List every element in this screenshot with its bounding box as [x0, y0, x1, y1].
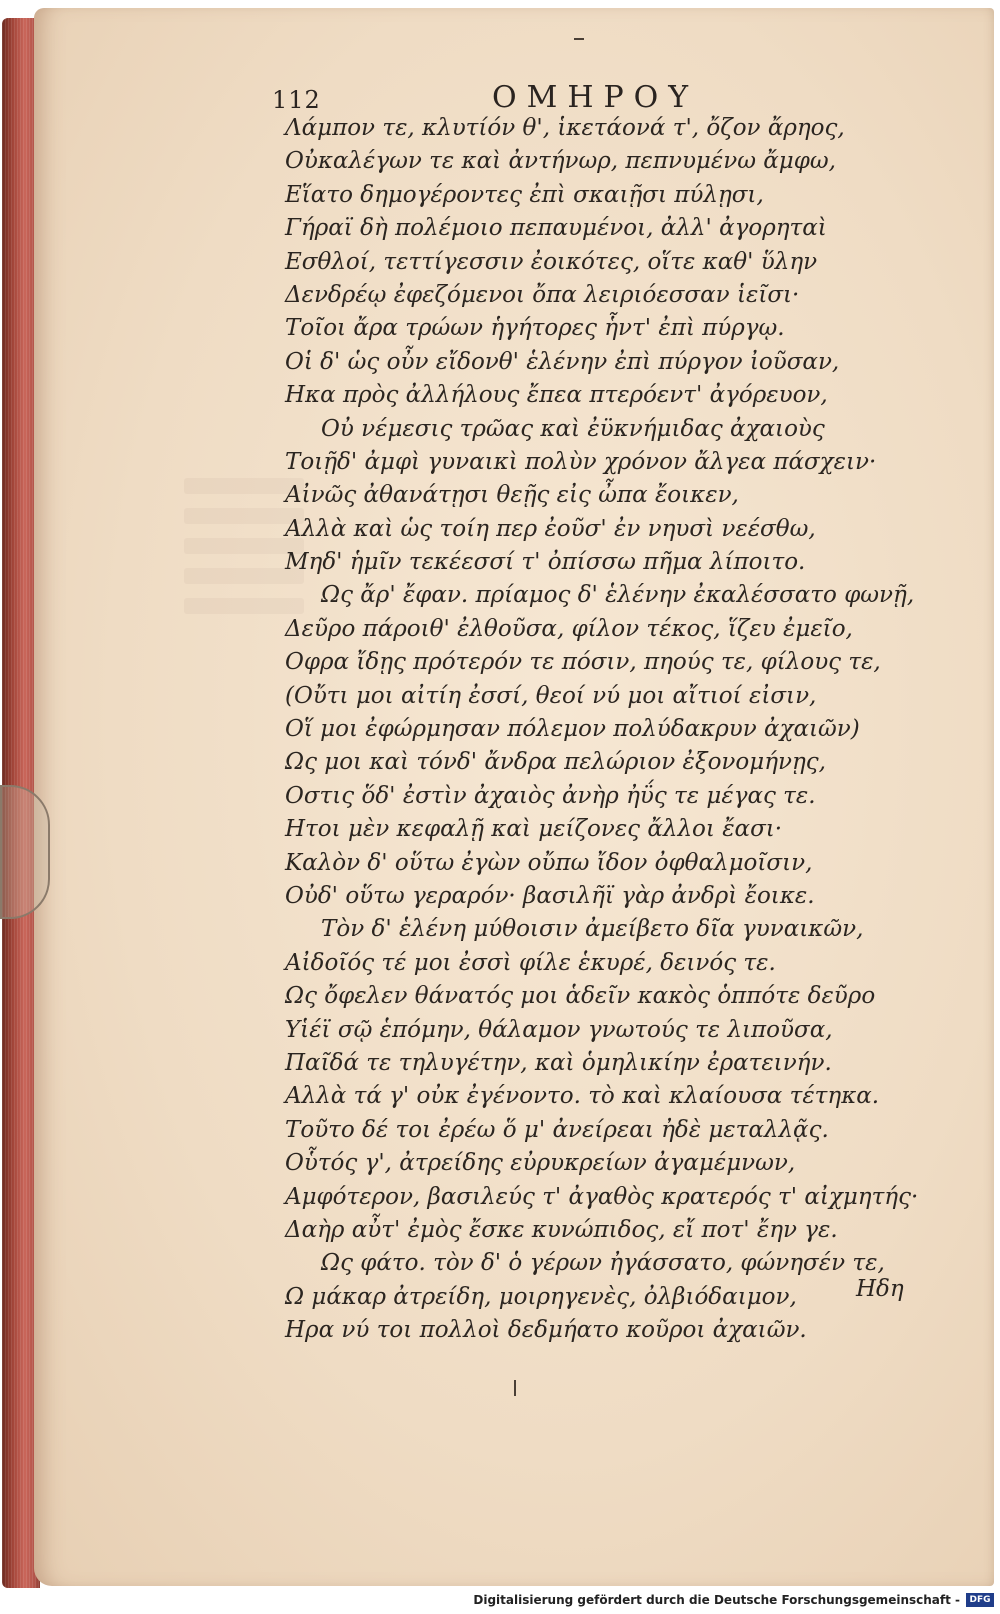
page-number: 112 [272, 86, 321, 114]
verse-line: Υἱέϊ σῷ ἑπόμην, θάλαμον γνωτούς τε λιποῦσα, [285, 1016, 833, 1043]
verse-line: Ηκα πρὸς ἀλλήλους ἔπεα πτερόεντ' ἀγόρευον, [285, 382, 828, 409]
verse-line: Αἰνῶς ἀθανάτῃσι θεῇς εἰς ὦπα ἔοικεν, [285, 482, 739, 509]
verse-line: Οστις ὅδ' ἐστὶν ἀχαιὸς ἀνὴρ ἠΰς τε μέγας τε. [285, 782, 816, 809]
verse-line: Δενδρέῳ ἐφεζόμενοι ὄπα λειριόεσσαν ἱεῖσι· [285, 281, 800, 308]
verse-line: Αλλὰ τά γ' οὐκ ἐγένοντο. τὸ καὶ κλαίουσα τέτηκα. [285, 1083, 880, 1110]
verse-line: Αλλὰ καὶ ὡς τοίη περ ἐοῦσ' ἐν νηυσὶ νεέσθω, [285, 515, 816, 542]
printer-mark [574, 38, 584, 40]
verse-line: Οὗτός γ', ἀτρείδης εὐρυκρείων ἀγαμέμνων, [285, 1150, 796, 1177]
verse-line: Παῖδά τε τηλυγέτην, καὶ ὁμηλικίην ἐρατεινήν. [285, 1049, 832, 1076]
funding-credit: Digitalisierung gefördert durch die Deutsche Forschungsgemeinschaft - [473, 1593, 960, 1607]
verse-line: Οὐκαλέγων τε καὶ ἀντήνωρ, πεπνυμένω ἄμφω, [285, 148, 836, 175]
verse-text [285, 112, 919, 1347]
verse-line: Ως ὄφελεν θάνατός μοι ἁδεῖν κακὸς ὁππότε δεῦρο [285, 983, 876, 1010]
verse-line: Ω μάκαρ ἀτρείδη, μοιρηγενὲς, ὀλβιόδαιμον, [285, 1283, 797, 1310]
verse-line: Οὐ νέμεσις τρῶας καὶ ἐϋκνήμιδας ἀχαιοὺς [321, 415, 825, 442]
running-head: ΟΜΗΡΟΥ [492, 80, 699, 115]
verse-line: Ως ἄρ' ἔφαν. πρίαμος δ' ἑλένην ἐκαλέσσατο φωνῇ, [321, 582, 915, 609]
verse-line: Οὐδ' οὕτω γεραρόν· βασιλῆϊ γὰρ ἀνδρὶ ἔοικε. [285, 882, 815, 909]
verse-line: Οἱ δ' ὡς οὖν εἴδονθ' ἑλένην ἐπὶ πύργον ἰοῦσαν, [285, 348, 840, 375]
page-header [272, 80, 732, 116]
verse-line: Ως φάτο. τὸν δ' ὁ γέρων ἠγάσσατο, φώνησέν τε, [321, 1250, 885, 1277]
verse-line: Μηδ' ἡμῖν τεκέεσσί τ' ὀπίσσω πῆμα λίποιτο. [285, 549, 806, 576]
verse-line: Ηρα νύ τοι πολλοὶ δεδμήατο κοῦροι ἀχαιῶν. [285, 1317, 807, 1344]
verse-line: Τὸν δ' ἑλένη μύθοισιν ἀμείβετο δῖα γυναικῶν, [321, 916, 864, 943]
verse-line: Δεῦρο πάροιθ' ἐλθοῦσα, φίλον τέκος, ἵζευ ἐμεῖο, [285, 615, 853, 642]
verse-line: Καλὸν δ' οὕτω ἐγὼν οὔπω ἴδον ὀφθαλμοῖσιν, [285, 849, 813, 876]
verse-line: (Οὔτι μοι αἰτίη ἐσσί, θεοί νύ μοι αἴτιοί εἰσιν, [285, 682, 817, 709]
verse-line: Ητοι μὲν κεφαλῇ καὶ μείζονες ἄλλοι ἔασι· [285, 816, 783, 843]
verse-line: Ως μοι καὶ τόνδ' ἄνδρα πελώριον ἐξονομήνῃς, [285, 749, 826, 776]
digitization-footer [0, 1590, 1000, 1614]
dfg-logo: DFG [966, 1593, 994, 1607]
clasp-ring [0, 785, 50, 919]
verse-line: Εἵατο δημογέροντες ἐπὶ σκαιῇσι πύλῃσι, [285, 181, 764, 208]
verse-line: Γήραϊ δὴ πολέμοιο πεπαυμένοι, ἀλλ' ἀγορηταὶ [285, 215, 827, 242]
verse-line: Λάμπον τε, κλυτίόν θ', ἱκετάονά τ', ὄζον ἄρηος, [285, 115, 845, 141]
verse-line: Τοῦτο δέ τοι ἐρέω ὅ μ' ἀνείρεαι ἠδὲ μεταλλᾷς. [285, 1116, 829, 1143]
catchword: Ηδη [856, 1276, 904, 1302]
verse-line: Αἰδοῖός τέ μοι ἐσσὶ φίλε ἑκυρέ, δεινός τε. [285, 949, 776, 976]
printer-mark [514, 1380, 516, 1396]
verse-line: Τοῖοι ἄρα τρώων ἡγήτορες ἧντ' ἐπὶ πύργῳ. [285, 315, 785, 342]
verse-line: Δαὴρ αὖτ' ἐμὸς ἔσκε κυνώπιδος, εἴ ποτ' ἔην γε. [285, 1216, 838, 1243]
verse-line: Τοιῇδ' ἀμφὶ γυναικὶ πολὺν χρόνον ἄλγεα πάσχειν· [285, 448, 877, 475]
verse-line: Αμφότερον, βασιλεύς τ' ἀγαθὸς κρατερός τ' αἰχμητής· [285, 1183, 919, 1210]
verse-line: Οἵ μοι ἐφώρμησαν πόλεμον πολύδακρυν ἀχαιῶν) [285, 716, 860, 743]
verse-line: Οφρα ἴδῃς πρότερόν τε πόσιν, πηούς τε, φίλους τε, [285, 649, 881, 676]
verse-line: Εσθλοί, τεττίγεσσιν ἐοικότες, οἵτε καθ' ὕλην [285, 248, 818, 275]
